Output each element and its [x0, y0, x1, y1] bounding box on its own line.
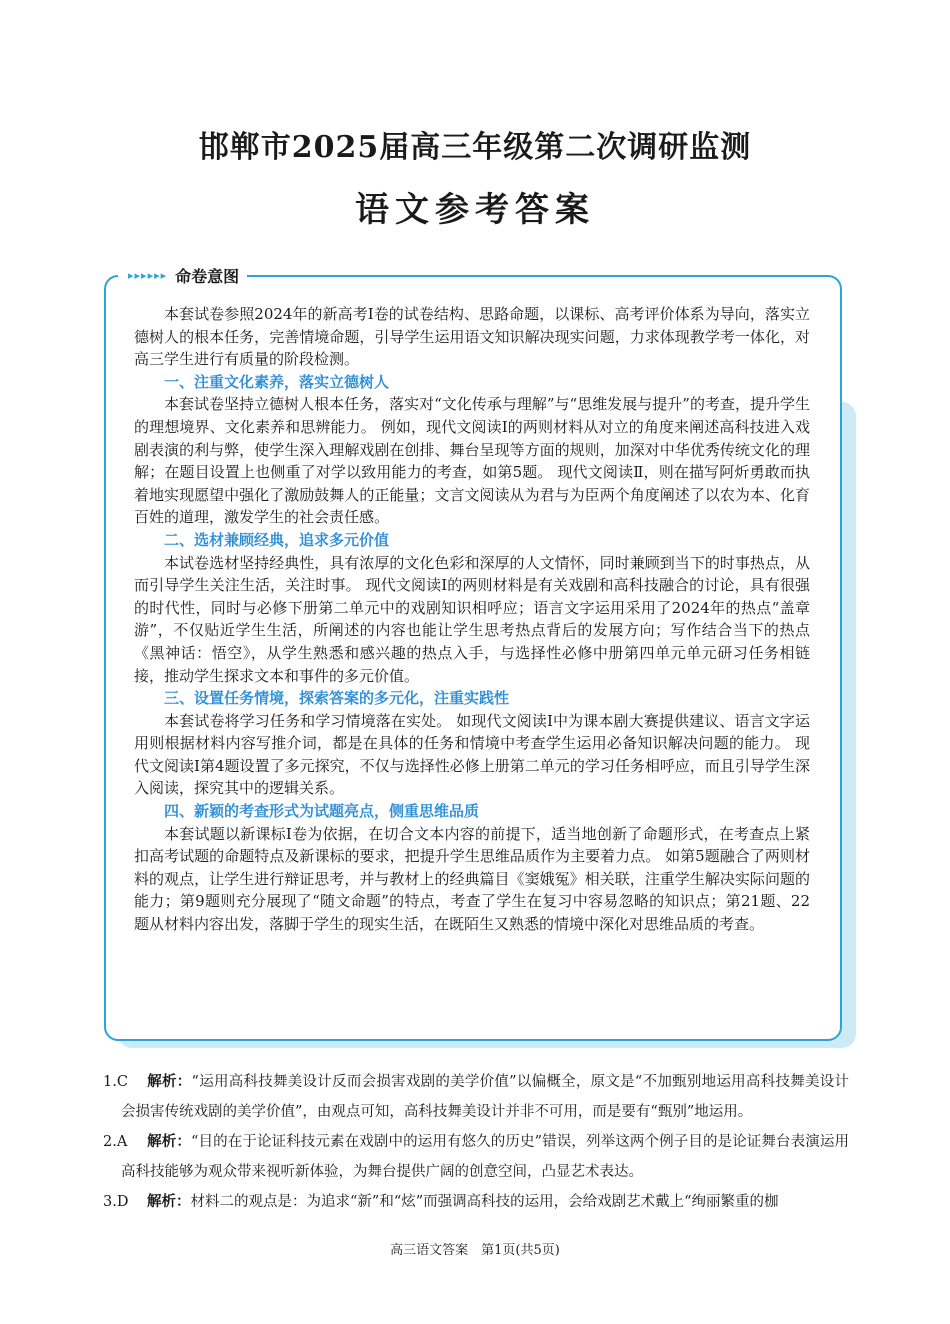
answer-item — [103, 1187, 849, 1217]
answer-text: 材料二的观点是：为追求“新”和“炫”而强调高科技的运用，会给戏剧艺术戴上“绚丽繁重的枷 — [190, 1194, 779, 1210]
intent-intro: 本套试卷参照2024年的新高考Ⅰ卷的试卷结构、思路命题，以课标、高考评价体系为导向，落实立德树人的根本任务，完善情境命题，引导学生运用语文知识解决现实问题，力求体现教学考一体化，对高三学生进行有质量的阶段检测。 — [134, 305, 810, 369]
section-heading: 一、注重文化素养，落实立德树人 — [164, 372, 390, 391]
answer-item — [103, 1127, 849, 1187]
section-heading: 二、选材兼顾经典，追求多元价值 — [164, 530, 390, 549]
intent-box-header — [118, 264, 247, 286]
answer-label: 解析： — [147, 1194, 191, 1210]
section-text: 本套试卷坚持立德树人根本任务，落实对“文化传承与理解”与“思维发展与提升”的考查，提升学生的理想境界、文化素养和思辨能力。 例如，现代文阅读Ⅰ的两则材料从对立的角度来阐述高科技进入戏剧表演的利与弊，使学生深入理解戏剧在创排、舞台呈现等方面的规则，加深对中华优秀传统文化的理解；在题目设置上也侧重了对学以致用能力的考查，如第5题。 现代文阅读Ⅱ，则在描写阿炘勇敢而执着地实现愿望中强化了激励鼓舞人的正能量；文言文阅读从为君与为臣两个角度阐述了以农为本、化育百姓的道理，激发学生的社会责任感。 — [134, 395, 810, 527]
answer-text: “目的在于论证科技元素在戏剧中的运用有悠久的历史”错误，列举这两个例子目的是论证舞台表演运用高科技能够为观众带来视听新体验，为舞台提供广阔的创意空间，凸显艺术表达。 — [121, 1134, 849, 1180]
answer-label: 解析： — [147, 1134, 191, 1150]
answer-list — [103, 1067, 849, 1217]
section-text: 本试卷选材坚持经典性，具有浓厚的文化色彩和深厚的人文情怀，同时兼顾到当下的时事热点，从而引导学生关注生活，关注时事。 现代文阅读Ⅰ的两则材料是有关戏剧和高科技融合的讨论，具有很强的时代性，同时与必修下册第二单元中的戏剧知识相呼应；语言文字运用采用了2024年的热点“盖章游”，不仅贴近学生生活，所阐述的内容也能让学生思考热点背后的发展方向；写作结合当下的热点《黑神话：悟空》，从学生熟悉和感兴趣的热点入手，与选择性必修中册第四单元单元研习任务相链接，推动学生探求文本和事件的多元价值。 — [134, 553, 810, 685]
answer-label: 解析： — [147, 1074, 192, 1090]
arrow-decoration-icon: ▸▸▸▸▸▸ — [128, 268, 168, 282]
answer-item — [103, 1067, 849, 1127]
document-subtitle: 语文参考答案 — [355, 190, 595, 230]
intent-content — [134, 303, 810, 936]
section-text: 本套试题以新课标Ⅰ卷为依据，在切合文本内容的前提下，适当地创新了命题形式，在考查点上紧扣高考试题的命题特点及新课标的要求，把提升学生思维品质作为主要着力点。 如第5题融合了两则材料的观点，让学生进行辩证思考，并与教材上的经典篇目《窦娥冤》相关联，注重学生解决实际问题的能力；第9题则充分展现了“随文命题”的特点，考查了学生在复习中容易忽略的知识点；第21题、22题从材料内容出发，落脚于学生的现实生活，在既陌生又熟悉的情境中深化对思维品质的考查。 — [134, 824, 810, 934]
section-heading: 三、设置任务情境，探索答案的多元化，注重实践性 — [164, 689, 510, 708]
answer-text: “运用高科技舞美设计反而会损害戏剧的美学价值”以偏概全，原文是“不加甄别地运用高科技舞美设计会损害传统戏剧的美学价值”，由观点可知，高科技舞美设计并非不可用，而是要有“甄别”地运用。 — [121, 1074, 849, 1120]
section-text: 本套试卷将学习任务和学习情境落在实处。 如现代文阅读Ⅰ中为课本剧大赛提供建议、语言文字运用则根据材料内容写推介词，都是在具体的任务和情境中考查学生运用必备知识解决问题的能力。 现代文阅读Ⅰ第4题设置了多元探究，不仅与选择性必修上册第二单元的学习任务相呼应，而且引导学生深入阅读，探究其中的逻辑关系。 — [134, 711, 810, 798]
intent-heading: 命卷意图 — [175, 266, 240, 286]
answer-number: 3.D — [103, 1194, 129, 1210]
answer-number: 2.A — [103, 1134, 128, 1150]
page-footer: 高三语文答案 第1页(共5页) — [390, 1243, 560, 1258]
section-heading: 四、新颖的考查形式为试题亮点，侧重思维品质 — [164, 802, 480, 821]
document-title: 邯郸市2025届高三年级第二次调研监测 — [198, 130, 752, 165]
answer-number: 1.C — [103, 1074, 128, 1090]
